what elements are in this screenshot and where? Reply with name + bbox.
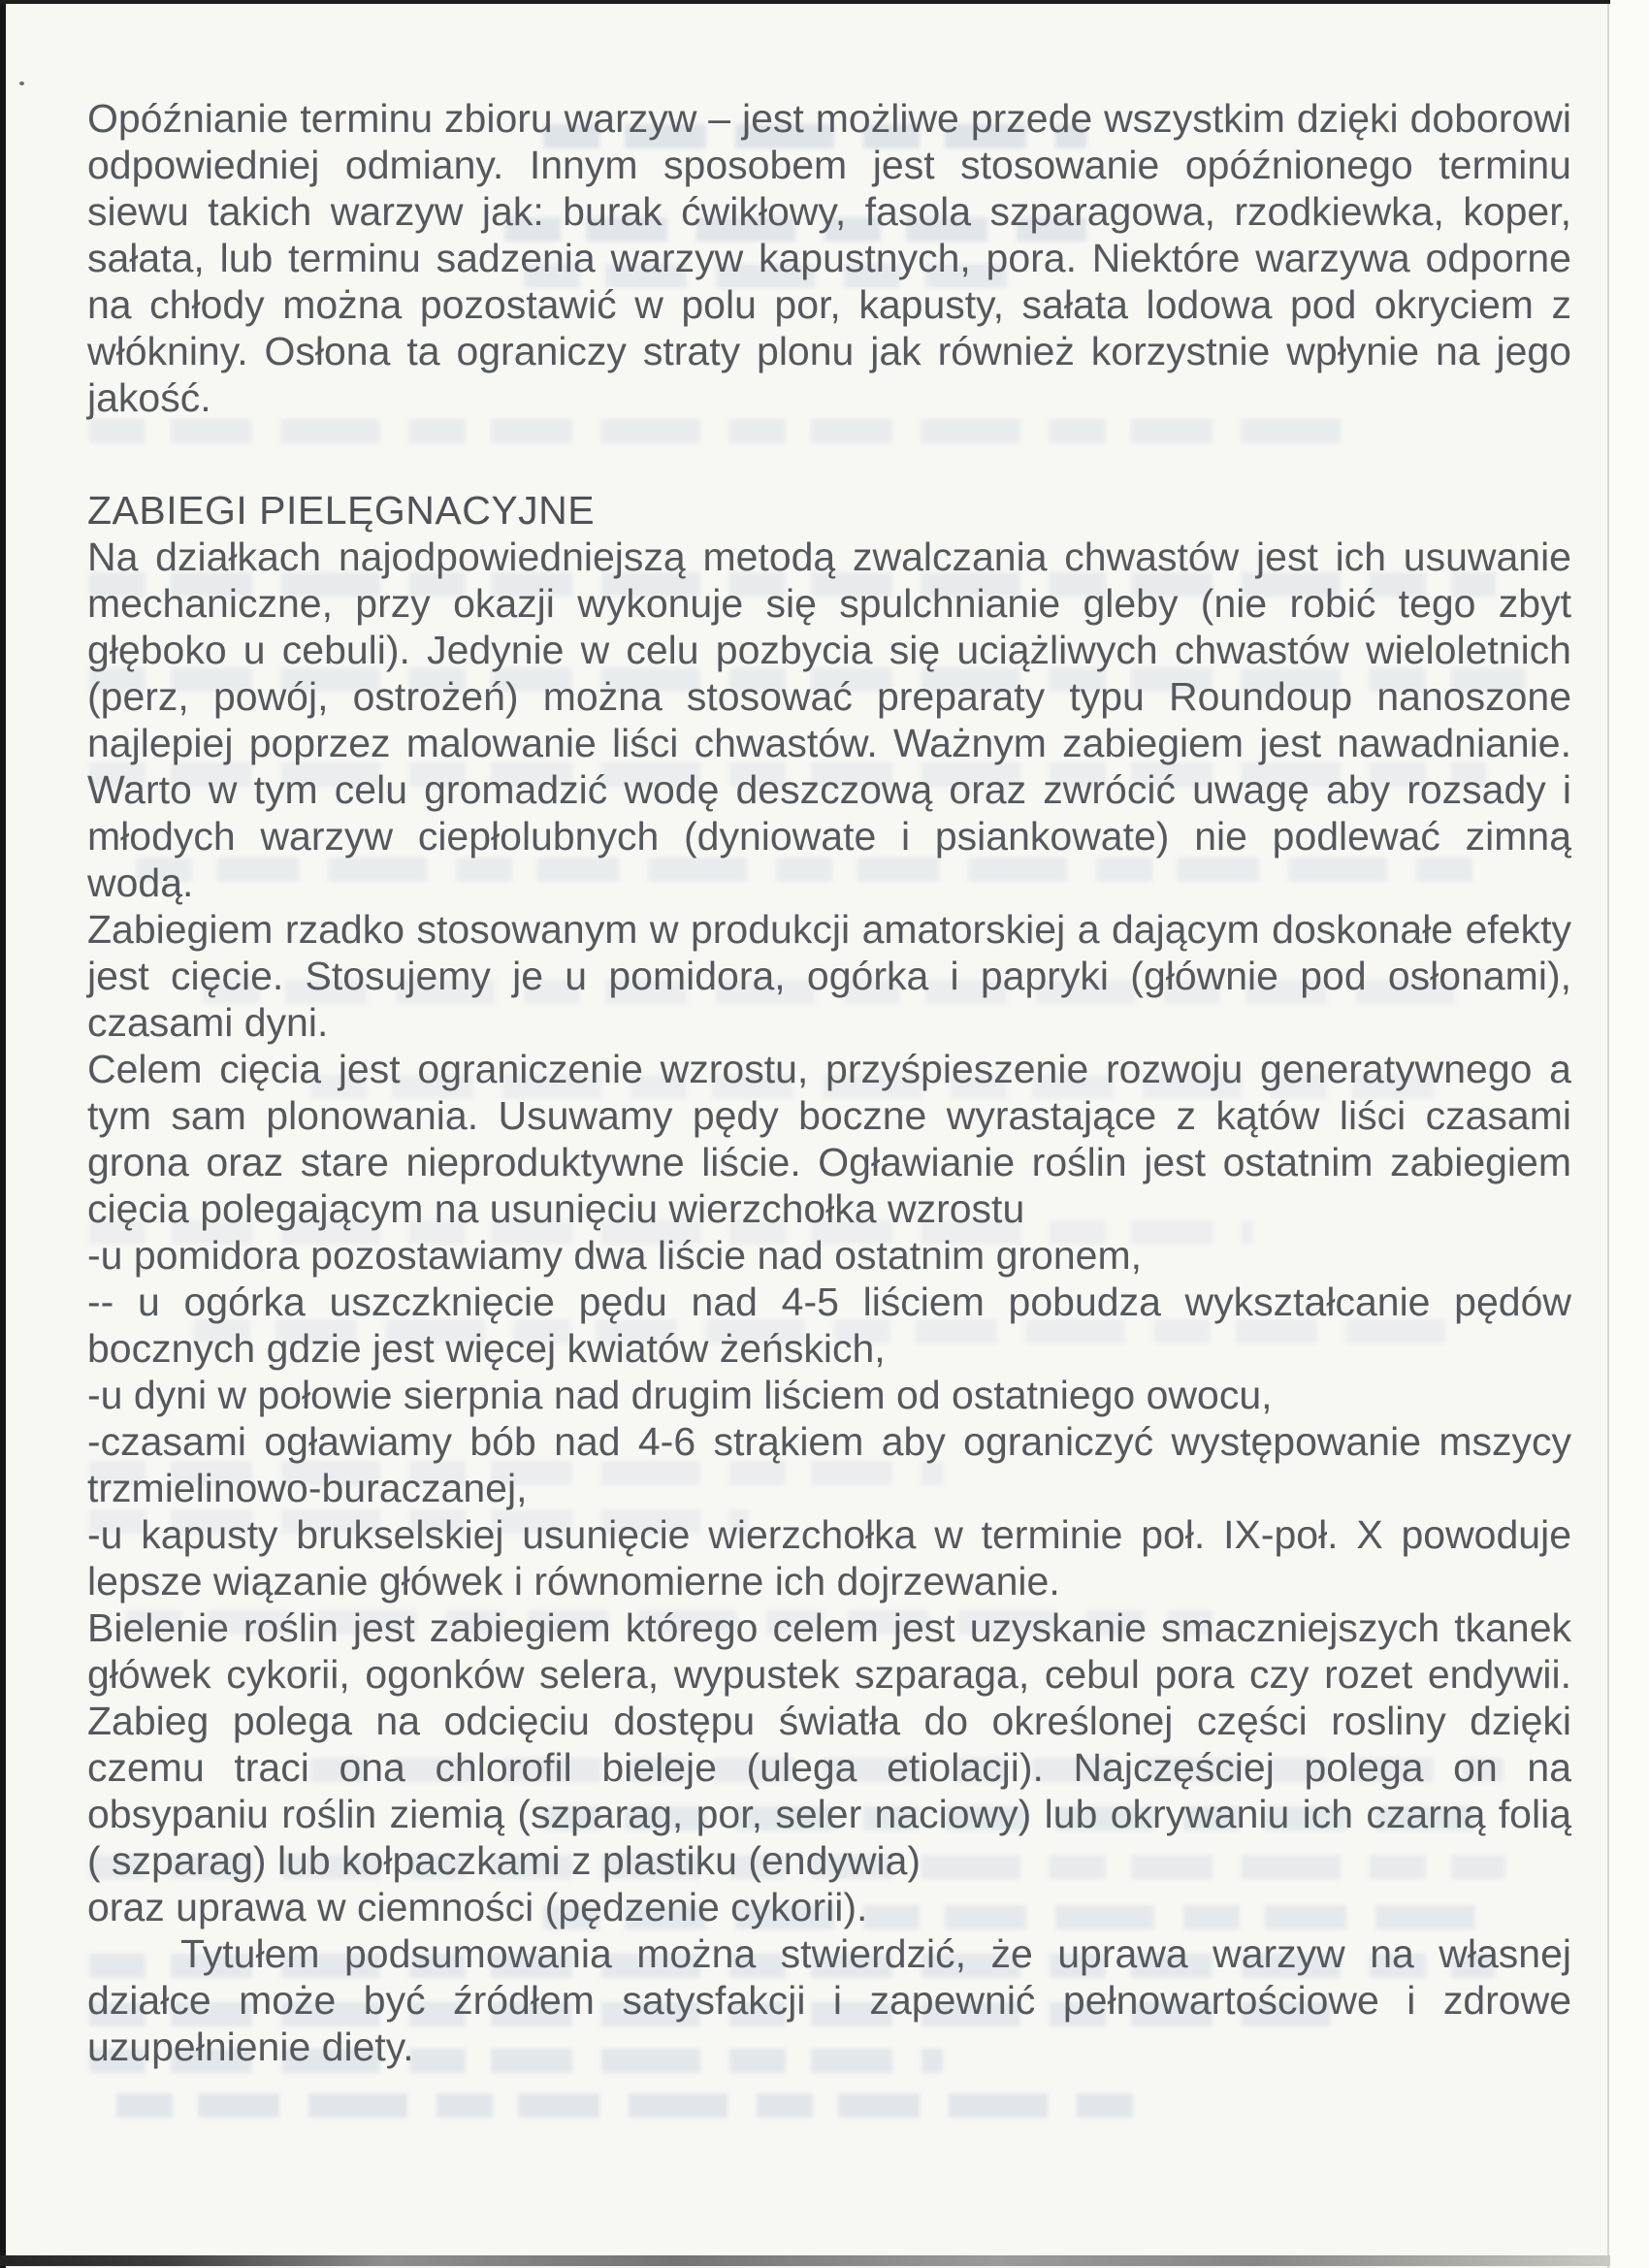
scanner-bed-margin [1607, 0, 1649, 2268]
scan-edge-bottom [0, 2255, 1610, 2266]
care-paragraph: Na działkach najodpowiedniejszą metodą zwalczania chwastów jest ich usuwanie mechaniczne, przy okazji wykonuje się spulchnianie gleby (nie robić tego zbyt głęboko u cebuli). Jedynie w celu pozbycia się uciążliwych chwastów wieloletnich (perz, powój, ostrożeń) można stosować preparaty typu Roundoup nanoszone najlepiej poprzez malowanie liści chwastów. Ważnym zabiegiem jest nawadnianie. Warto w tym celu gromadzić wodę deszczową oraz zwrócić uwagę aby rozsady i młodych warzyw ciepłolubnych (dyniowate i psiankowate) nie podlewać zimną wodą. [87, 535, 1571, 905]
section-heading: ZABIEGI PIELĘGNACYJNE [87, 488, 596, 533]
pruning-item-pumpkin: -u dyni w połowie sierpnia nad drugim liściem od ostatniego owocu, [87, 1373, 1273, 1417]
cutting-intro-paragraph: Zabiegiem rzadko stosowanym w produkcji amatorskiej a dającym doskonałe efekty jest cięcie. Stosujemy je u pomidora, ogórka i papryki (głównie pod osłonami), czasami dyni. [87, 907, 1571, 1045]
page-text [87, 95, 1571, 2070]
scan-edge-top [0, 0, 1610, 4]
pruning-item-cucumber: -- u ogórka uszczknięcie pędu nad 4-5 liściem pobudza wykształcanie pędów bocznych gdzie jest więcej kwiatów żeńskich, [87, 1280, 1571, 1371]
scan-speck [19, 81, 24, 85]
intro-paragraph: Opóźnianie terminu zbioru warzyw – jest możliwe przede wszystkim dzięki doborowi odpowiedniej odmiany. Innym sposobem jest stosowanie opóźnionego terminu siewu takich warzyw jak: burak ćwikłowy, fasola szparagowa, rzodkiewka, koper, sałata, lub terminu sadzenia warzyw kapustnych, pora. Niektóre warzywa odporne na chłody można pozostawić w polu por, kapusty, sałata lodowa pod okryciem z włókniny. Osłona ta ograniczy straty plonu jak również korzystnie wpłynie na jego jakość. [87, 96, 1571, 420]
summary-paragraph: Tytułem podsumowania można stwierdzić, że uprawa warzyw na własnej działce może być źródłem satysfakcji i zapewnić pełnowartościowe i zdrowe uzupełnienie diety. [87, 1931, 1571, 2069]
bleedthrough-artifact [116, 2093, 1145, 2118]
pruning-item-brussels-sprouts: -u kapusty brukselskiej usunięcie wierzchołka w terminie poł. IX-poł. X powoduje lepsze wiązanie główek i równomierne ich dojrzewanie. [87, 1512, 1571, 1604]
pruning-item-broad-bean: -czasami ogławiamy bób nad 4-6 strąkiem aby ograniczyć występowanie mszycy trzmielinowo-buraczanej, [87, 1419, 1571, 1510]
pruning-item-tomato: -u pomidora pozostawiamy dwa liście nad ostatnim gronem, [87, 1233, 1143, 1278]
blanching-last-line: oraz uprawa w ciemności (pędzenie cykorii). [87, 1885, 868, 1929]
blanching-paragraph: Bielenie roślin jest zabiegiem którego celem jest uzyskanie smaczniejszych tkanek główek cykorii, ogonków selera, wypustek szparaga, cebul pora czy rozet endywii. Zabieg polega na odcięciu dostępu światła do określonej części rosliny dzięki czemu traci ona chlorofil bieleje (ulega etiolacji). Najczęściej polega on na obsypaniu roślin ziemią (szparag, por, seler naciowy) lub okrywaniu ich czarną folią ( szparag) lub kołpaczkami z plastiku (endywia) [87, 1605, 1571, 1883]
scan-edge-left [0, 0, 6, 2268]
cutting-goal-paragraph: Celem cięcia jest ograniczenie wzrostu, przyśpieszenie rozwoju generatywnego a tym sam plonowania. Usuwamy pędy boczne wyrastające z kątów liści czasami grona oraz stare nieproduktywne liście. Ogławianie roślin jest ostatnim zabiegiem cięcia polegającym na usunięciu wierzchołka wzrostu [87, 1047, 1571, 1231]
